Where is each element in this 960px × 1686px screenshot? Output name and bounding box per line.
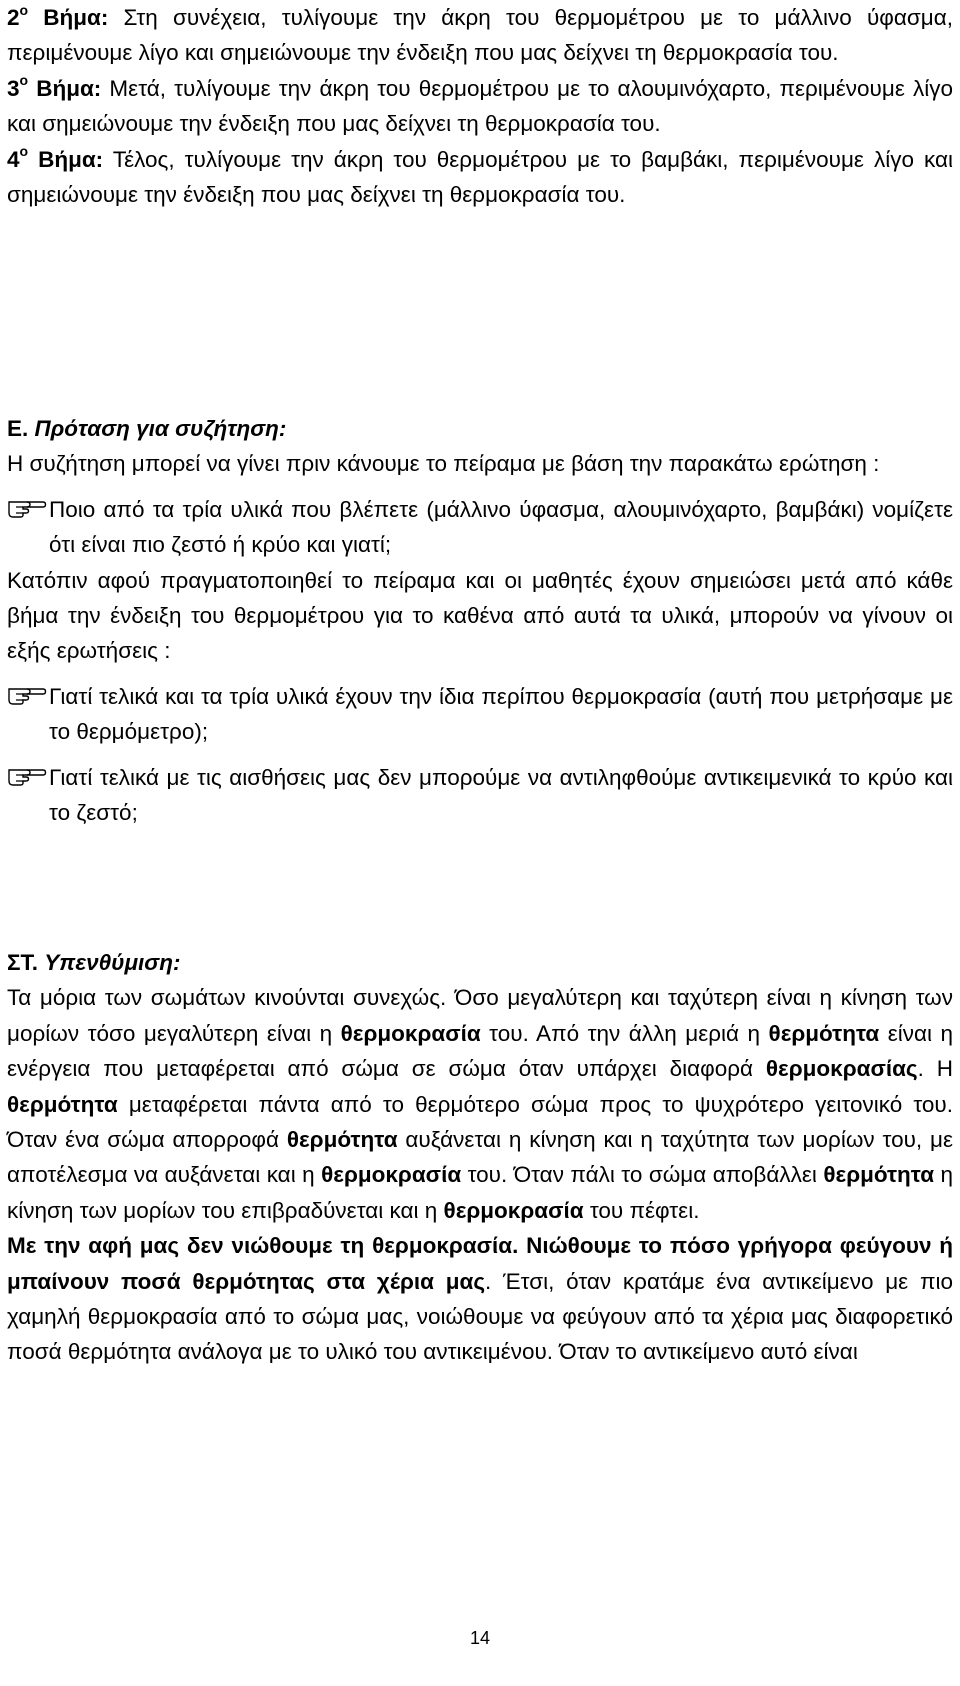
reminder-term: θερμότητα: [286, 1127, 398, 1153]
step-3: [7, 71, 953, 142]
step-4-text: Τέλος, τυλίγουμε την άκρη του θερμομέτρου με το βαμβάκι, περιμένουμε λίγο και σημειώνουμε την ένδειξη που μας δείχνει τη θερμοκρασία του.: [7, 146, 953, 208]
reminder-term: θερμότητα: [768, 1020, 880, 1046]
reminder-text: . Έτσι, όταν κρατάμε ένα αντικείμενο με πιο χαμηλή θερμοκρασία από το σώμα μας, νοιώθουμε να φεύγουν από τα χέρια μας διαφορετικό ποσά θερμότητα ανάλογα με το υλικό του αντικειμένου. Όταν το αντικείμενο αυτό είναι: [7, 1268, 953, 1365]
reminder-heading: [7, 945, 953, 980]
reminder-term: θερμοκρασία: [340, 1020, 481, 1046]
steps-section: [7, 0, 953, 212]
reminder-text: του. Όταν πάλι το σώμα αποβάλλει: [461, 1162, 824, 1188]
pointing-hand-icon: [7, 496, 47, 520]
reminder-title: Υπενθύμιση:: [44, 950, 181, 975]
step-2-label: Βήμα:: [43, 5, 109, 30]
reminder-term: θερμότητα: [7, 1091, 118, 1117]
step-4-ordinal: ο: [19, 143, 29, 160]
discussion-section: [7, 411, 953, 830]
pointing-hand-icon: [7, 683, 47, 707]
step-4-number: 4: [7, 146, 20, 172]
reminder-section: [7, 945, 953, 1370]
step-2: [7, 0, 953, 71]
reminder-term: θερμοκρασία: [443, 1197, 584, 1223]
discussion-heading: [7, 411, 953, 446]
discussion-after: Κατόπιν αφού πραγματοποιηθεί το πείραμα και οι μαθητές έχουν σημειώσει μετά από κάθε βήμα την ένδειξη του θερμομέτρου για το καθένα από αυτά τα υλικά, μπορούν να γίνουν οι εξής ερωτήσεις :: [7, 567, 953, 664]
reminder-emphasis: Με την αφή μας δεν νιώθουμε τη θερμοκρασία. Νιώθουμε το πόσο γρήγορα φεύγουν ή μπαίνουν ποσά θερμότητας στα χέρια μας: [7, 1233, 953, 1294]
question-1-text: Ποιο από τα τρία υλικά που βλέπετε (μάλλινο ύφασμα, αλουμινόχαρτο, βαμβάκι) νομίζετε ότι είναι πιο ζεστό ή κρύο και γιατί;: [49, 496, 953, 558]
reminder-text: αυξάνεται η κίνηση και η ταχύτητα των μορίων του, με αποτέλεσμα να αυξάνεται και η: [7, 1127, 953, 1188]
question-3-text: Γιατί τελικά με τις αισθήσεις μας δεν μπορούμε να αντιληφθούμε αντικειμενικά το κρύο και το ζεστό;: [49, 764, 953, 826]
reminder-text: μεταφέρεται πάντα από το θερμότερο σώμα προς το ψυχρότερο γειτονικό του. Όταν ένα σώμα απορροφά: [7, 1091, 953, 1153]
reminder-letter: ΣΤ.: [7, 950, 39, 975]
reminder-term: θερμοκρασίας: [765, 1056, 918, 1082]
step-2-text: Στη συνέχεια, τυλίγουμε την άκρη του θερμομέτρου με το μάλλινο ύφασμα, περιμένουμε λίγο και σημειώνουμε την ένδειξη που μας δείχνει τη θερμοκρασία του.: [7, 5, 953, 66]
reminder-term: θερμότητα: [823, 1162, 935, 1188]
discussion-letter: Ε.: [7, 416, 29, 441]
question-2-text: Γιατί τελικά και τα τρία υλικά έχουν την ίδια περίπου θερμοκρασία (αυτή που μετρήσαμε με το θερμόμετρο);: [49, 683, 953, 745]
page-number: 14: [469, 1628, 491, 1648]
step-3-ordinal: ο: [19, 72, 29, 89]
reminder-text: η κίνηση των μορίων του επιβραδύνεται και η: [7, 1162, 954, 1223]
reminder-paragraph-2: [7, 1228, 953, 1370]
reminder-paragraph-1: [7, 980, 953, 1228]
question-3: [7, 760, 953, 831]
step-3-label: Βήμα:: [36, 75, 102, 101]
step-2-number: 2: [7, 5, 20, 30]
question-1: [7, 492, 953, 563]
reminder-text: . Η: [917, 1056, 953, 1082]
reminder-text: του. Από την άλλη μεριά η: [480, 1020, 769, 1046]
reminder-term: θερμοκρασία: [321, 1162, 462, 1188]
discussion-intro: Η συζήτηση μπορεί να γίνει πριν κάνουμε το πείραμα με βάση την παρακάτω ερώτηση :: [7, 451, 880, 477]
reminder-text: Τα μόρια των σωμάτων κινούνται συνεχώς. Όσο μεγαλύτερη και ταχύτερη είναι η κίνηση των μορίων τόσο μεγαλύτερη είναι η: [7, 985, 953, 1046]
pointing-hand-icon: [7, 764, 47, 788]
reminder-text: είναι η ενέργεια που μεταφέρεται από σώμα σε σώμα όταν υπάρχει διαφορά: [7, 1020, 953, 1082]
step-3-text: Μετά, τυλίγουμε την άκρη του θερμομέτρου με το αλουμινόχαρτο, περιμένουμε λίγο και σημειώνουμε την ένδειξη που μας δείχνει τη θερμοκρασία του.: [7, 75, 953, 137]
question-2: [7, 679, 953, 750]
discussion-title: Πρόταση για συζήτηση:: [34, 416, 287, 441]
reminder-text: του πέφτει.: [583, 1197, 700, 1223]
step-4-label: Βήμα:: [38, 146, 104, 172]
step-3-number: 3: [7, 75, 20, 101]
step-4: [7, 142, 953, 213]
step-2-ordinal: ο: [19, 1, 29, 18]
